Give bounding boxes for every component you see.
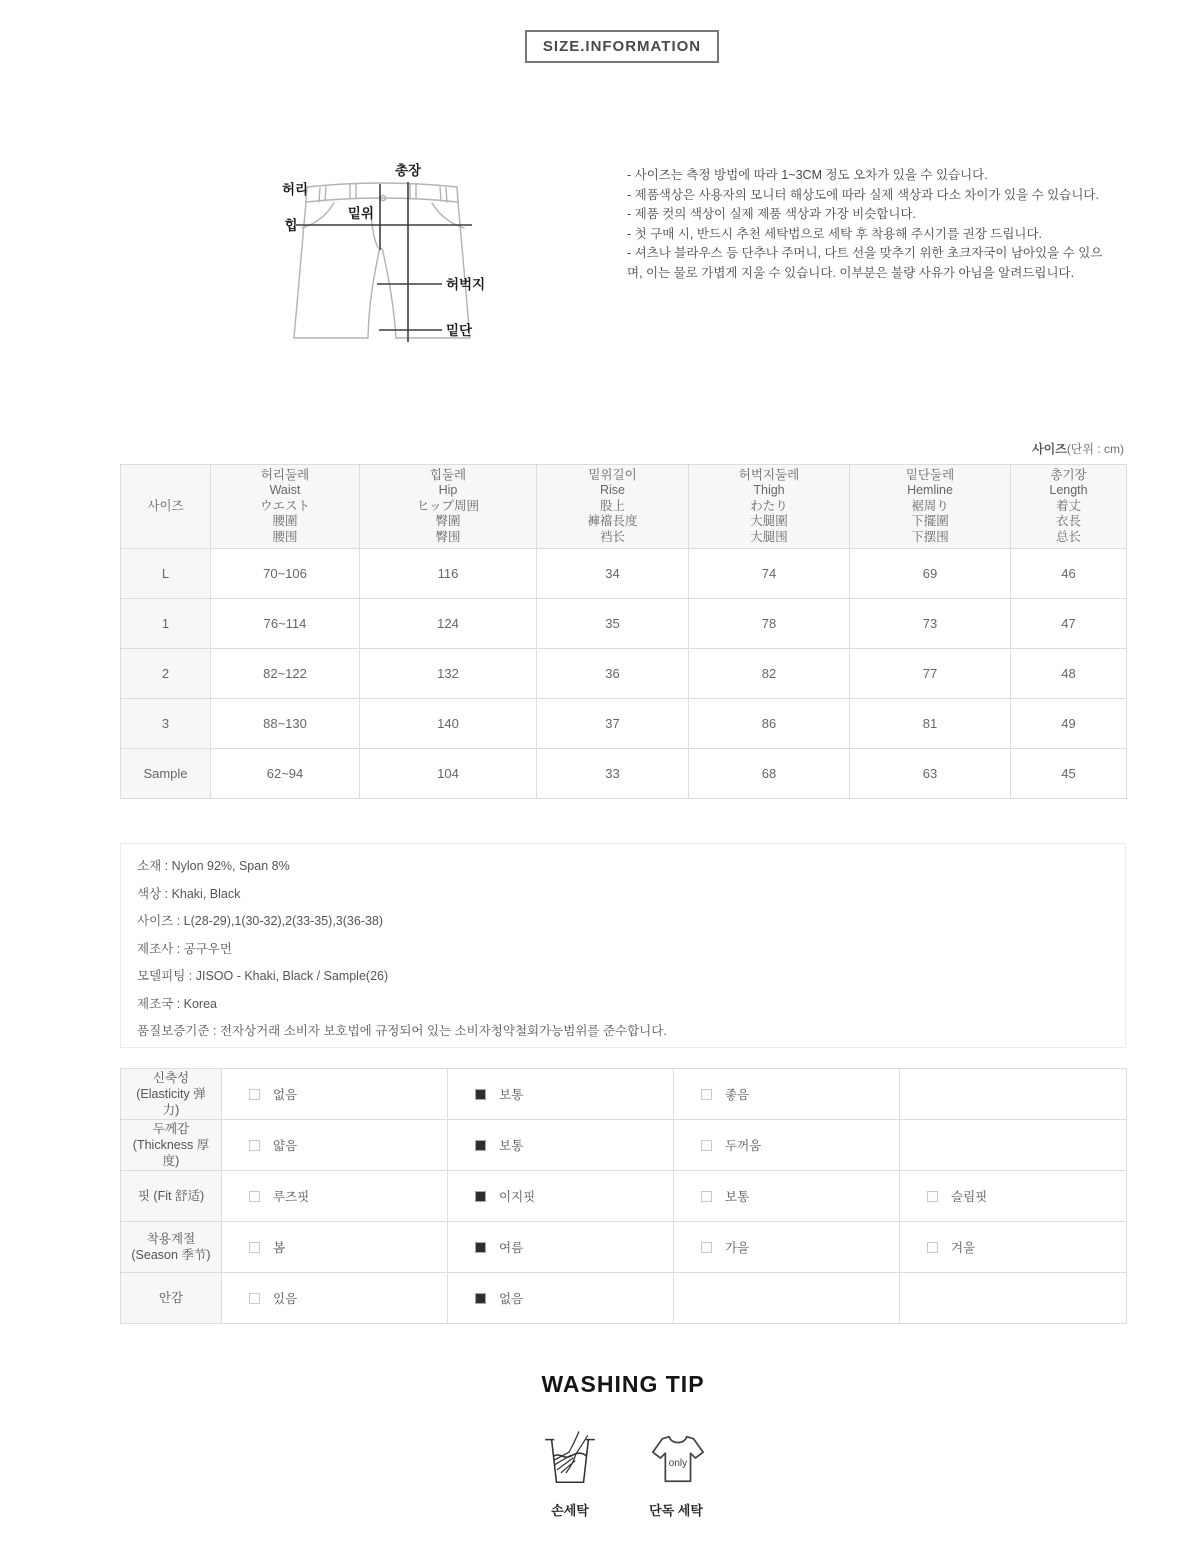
checkbox-unchecked-icon	[249, 1140, 260, 1151]
size-value-cell: 35	[537, 599, 689, 649]
checkbox-checked-icon	[475, 1140, 486, 1151]
spec-option-cell	[674, 1273, 900, 1324]
size-value-cell: 124	[360, 599, 537, 649]
size-name-cell: 3	[121, 699, 211, 749]
spec-option-label: 슬림핏	[951, 1190, 988, 1204]
size-value-cell: 68	[689, 749, 850, 799]
spec-option-cell	[448, 1069, 674, 1120]
size-value-cell: 81	[850, 699, 1011, 749]
shorts-outline	[294, 183, 470, 338]
note-line: - 첫 구매 시, 반드시 추천 세탁법으로 세탁 후 착용해 주시기를 권장 드립니다.	[627, 226, 1043, 241]
header-line: Thigh	[753, 483, 785, 498]
size-value-cell: 36	[537, 649, 689, 699]
checkbox-checked-icon	[475, 1089, 486, 1100]
size-value-cell: 49	[1011, 699, 1127, 749]
size-value-cell: 46	[1011, 549, 1127, 599]
size-value-cell: 63	[850, 749, 1011, 799]
size-value-cell: 62~94	[211, 749, 360, 799]
spec-option-label: 루즈핏	[273, 1190, 310, 1204]
spec-option-label: 봄	[273, 1241, 286, 1255]
checkbox-checked-icon	[475, 1191, 486, 1202]
header-line: 衣長	[1055, 514, 1081, 529]
size-table-row	[121, 549, 1127, 599]
header-line: Rise	[599, 483, 625, 498]
checkbox-unchecked-icon	[701, 1140, 712, 1151]
size-value-cell: 78	[689, 599, 850, 649]
checkbox-unchecked-icon	[249, 1242, 260, 1253]
size-value-cell: 47	[1011, 599, 1127, 649]
size-table-header-cell	[689, 465, 850, 549]
checkbox-unchecked-icon	[701, 1242, 712, 1253]
spec-option-cell	[448, 1222, 674, 1273]
size-value-cell: 82	[689, 649, 850, 699]
size-table-header-row	[121, 465, 1127, 549]
size-table-row	[121, 699, 1127, 749]
spec-option-label: 보통	[499, 1088, 524, 1102]
spec-option-cell	[222, 1273, 448, 1324]
spec-option-label: 여름	[499, 1241, 524, 1255]
size-value-cell: 86	[689, 699, 850, 749]
header-line: 밑위길이	[588, 467, 637, 482]
spec-option-label: 가을	[725, 1241, 750, 1255]
spec-option-cell	[674, 1222, 900, 1273]
spec-option-cell	[900, 1171, 1127, 1222]
spec-option-label: 있음	[273, 1292, 298, 1306]
header-line: 下摆围	[911, 529, 949, 544]
fabric-spec-body	[121, 1069, 1127, 1324]
hand-wash-icon	[539, 1428, 601, 1490]
header-line: わたり	[750, 498, 788, 513]
size-value-cell: 116	[360, 549, 537, 599]
size-table-head	[121, 465, 1127, 549]
size-table-row	[121, 749, 1127, 799]
spec-option-label: 두꺼움	[725, 1139, 762, 1153]
size-value-cell: 69	[850, 549, 1011, 599]
spec-option-cell	[448, 1273, 674, 1324]
size-unit-label-bold: 사이즈	[1032, 442, 1067, 456]
size-table-header-cell	[537, 465, 689, 549]
product-info-box	[120, 843, 1126, 1048]
diagram-labels	[282, 162, 485, 338]
shorts-measurement-diagram	[280, 158, 494, 354]
rise-label: 밑위	[347, 206, 374, 221]
size-value-cell: 73	[850, 599, 1011, 649]
wash-alone-item	[645, 1428, 707, 1519]
header-line: ヒップ周囲	[416, 498, 480, 513]
fabric-spec-row	[121, 1171, 1127, 1222]
size-value-cell: 140	[360, 699, 537, 749]
header-line: Hip	[438, 483, 458, 498]
measurement-lines	[296, 182, 472, 342]
header-line: 股上	[599, 498, 625, 513]
header-line: 腰圍	[272, 514, 298, 529]
header-line: 총기장	[1050, 467, 1087, 482]
size-value-cell: 45	[1011, 749, 1127, 799]
spec-option-label: 얇음	[273, 1139, 298, 1153]
header-line: 허리둘레	[260, 467, 310, 482]
size-value-cell: 33	[537, 749, 689, 799]
checkbox-checked-icon	[475, 1293, 486, 1304]
size-value-cell: 132	[360, 649, 537, 699]
fabric-spec-row	[121, 1222, 1127, 1273]
size-value-cell: 74	[689, 549, 850, 599]
hip-label: 힙	[284, 218, 298, 233]
shirt-only-icon	[645, 1428, 707, 1490]
note-line: - 셔츠나 블라우스 등 단추나 주머니, 다트 선을 맞추기 위한 초크자국이 남아있을 수 있으며, 이는 물로 가볍게 지울 수 있습니다. 이부분은 불량 사유가 아님을 알려드립니다.	[627, 246, 1103, 280]
length-label: 총장	[394, 163, 422, 178]
spec-option-cell	[222, 1120, 448, 1171]
size-value-cell: 70~106	[211, 549, 360, 599]
spec-option-label: 없음	[273, 1088, 298, 1102]
header-line: 褲襠長度	[587, 514, 638, 529]
header-line: 裾周り	[911, 498, 949, 513]
spec-option-label: 이지핏	[499, 1190, 536, 1204]
checkbox-checked-icon	[475, 1242, 486, 1253]
spec-option-cell	[674, 1171, 900, 1222]
header-line: Hemline	[907, 483, 953, 498]
spec-label-cell: 신축성 (Elasticity 弹力)	[121, 1069, 222, 1120]
spec-label-cell: 착용계절 (Season 季节)	[121, 1222, 222, 1273]
size-value-cell: 48	[1011, 649, 1127, 699]
checkbox-unchecked-icon	[927, 1242, 938, 1253]
header-line: 臀围	[435, 529, 461, 544]
shirt-only-text: only	[668, 1457, 688, 1469]
size-value-cell: 37	[537, 699, 689, 749]
product-info-line: 사이즈 : L(28-29),1(30-32),2(33-35),3(36-38)	[137, 914, 384, 928]
size-value-cell: 34	[537, 549, 689, 599]
spec-option-cell	[674, 1069, 900, 1120]
thigh-label: 허벅지	[446, 277, 486, 292]
header-line: 着丈	[1055, 498, 1081, 513]
size-name-cell: Sample	[121, 749, 211, 799]
size-value-cell: 77	[850, 649, 1011, 699]
product-info-line: 제조국 : Korea	[137, 996, 217, 1011]
checkbox-unchecked-icon	[249, 1293, 260, 1304]
checkbox-unchecked-icon	[701, 1191, 712, 1202]
note-line: - 사이즈는 측정 방법에 따라 1~3CM 정도 오차가 있을 수 있습니다.	[627, 168, 988, 182]
product-info-line: 제조사 : 공구우먼	[137, 941, 232, 956]
shorts-diagram-svg	[280, 158, 494, 354]
product-info-line: 소재 : Nylon 92%, Span 8%	[137, 859, 290, 873]
washing-icons	[120, 1428, 1126, 1519]
hem-label: 밑단	[446, 323, 473, 338]
spec-option-cell	[900, 1069, 1127, 1120]
spec-option-label: 좋음	[725, 1088, 750, 1102]
spec-option-cell	[222, 1069, 448, 1120]
wash-alone-label: 단독 세탁	[649, 1503, 703, 1518]
size-name-cell: 2	[121, 649, 211, 699]
waist-label: 허리	[282, 182, 309, 197]
spec-option-label: 보통	[725, 1190, 750, 1204]
spec-option-label: 없음	[499, 1292, 524, 1306]
header-line: 臀圍	[435, 514, 461, 529]
spec-option-cell	[222, 1222, 448, 1273]
product-info-line: 모델피팅 : JISOO - Khaki, Black / Sample(26)	[137, 969, 389, 983]
product-notes	[627, 166, 1114, 283]
spec-option-cell	[900, 1120, 1127, 1171]
size-table-header-cell	[1011, 465, 1127, 549]
spec-option-cell	[448, 1171, 674, 1222]
spec-option-cell	[448, 1120, 674, 1171]
checkbox-unchecked-icon	[927, 1191, 938, 1202]
size-value-cell: 82~122	[211, 649, 360, 699]
spec-label-cell: 두께감 (Thickness 厚度)	[121, 1120, 222, 1171]
size-table-header-cell	[360, 465, 537, 549]
size-table-header-cell	[211, 465, 360, 549]
hand-wash-label: 손세탁	[551, 1503, 589, 1518]
size-name-cell: L	[121, 549, 211, 599]
header-line: 总长	[1055, 529, 1081, 544]
spec-label-cell: 핏 (Fit 舒适)	[121, 1171, 222, 1222]
header-line: ウエスト	[259, 498, 310, 513]
header-line: Length	[1049, 483, 1088, 498]
header-line: Waist	[269, 483, 301, 498]
checkbox-unchecked-icon	[249, 1191, 260, 1202]
size-table-header-cell	[850, 465, 1011, 549]
spec-option-cell	[674, 1120, 900, 1171]
checkbox-unchecked-icon	[249, 1089, 260, 1100]
header-line: 허벅지둘레	[738, 467, 800, 482]
spec-label-cell: 안감	[121, 1273, 222, 1324]
fabric-spec-row	[121, 1069, 1127, 1120]
header-line: 밑단둘레	[905, 467, 955, 482]
note-line: - 제품색상은 사용자의 모니터 해상도에 따라 실제 색상과 다소 차이가 있을 수 있습니다.	[627, 187, 1099, 202]
spec-option-cell	[900, 1222, 1127, 1273]
header-line: 大腿圍	[750, 514, 788, 529]
washing-tip-title: WASHING TIP	[541, 1371, 705, 1397]
size-value-cell: 88~130	[211, 699, 360, 749]
header-line: 下擺圍	[911, 514, 949, 529]
size-name-cell: 1	[121, 599, 211, 649]
page-title: SIZE.INFORMATION	[525, 30, 719, 63]
size-value-cell: 104	[360, 749, 537, 799]
product-info-line: 색상 : Khaki, Black	[137, 886, 241, 901]
size-table	[120, 464, 1127, 799]
spec-option-cell	[222, 1171, 448, 1222]
fabric-spec-row	[121, 1273, 1127, 1324]
size-table-row	[121, 649, 1127, 699]
checkbox-unchecked-icon	[701, 1089, 712, 1100]
spec-option-label: 보통	[499, 1139, 524, 1153]
fabric-spec-row	[121, 1120, 1127, 1171]
size-value-cell: 76~114	[211, 599, 360, 649]
product-info-line: 품질보증기준 : 전자상거래 소비자 보호법에 규정되어 있는 소비자청약철회가능범위를 준수합니다.	[137, 1024, 667, 1038]
header-line: 裆长	[599, 529, 625, 544]
size-unit-label	[1032, 440, 1124, 457]
hand-wash-item	[539, 1428, 601, 1519]
spec-option-label: 겨울	[951, 1241, 976, 1255]
size-unit-label-rest: (단위 : cm)	[1066, 442, 1124, 456]
header-line: 大腿围	[750, 529, 788, 544]
size-column-header: 사이즈	[121, 465, 211, 549]
size-table-row	[121, 599, 1127, 649]
header-line: 腰围	[272, 529, 298, 544]
header-line: 힙둘레	[429, 467, 467, 482]
fabric-spec-table	[120, 1068, 1127, 1324]
size-table-body	[121, 549, 1127, 799]
note-line: - 제품 컷의 색상이 실제 제품 색상과 가장 비슷합니다.	[627, 207, 916, 221]
spec-option-cell	[900, 1273, 1127, 1324]
